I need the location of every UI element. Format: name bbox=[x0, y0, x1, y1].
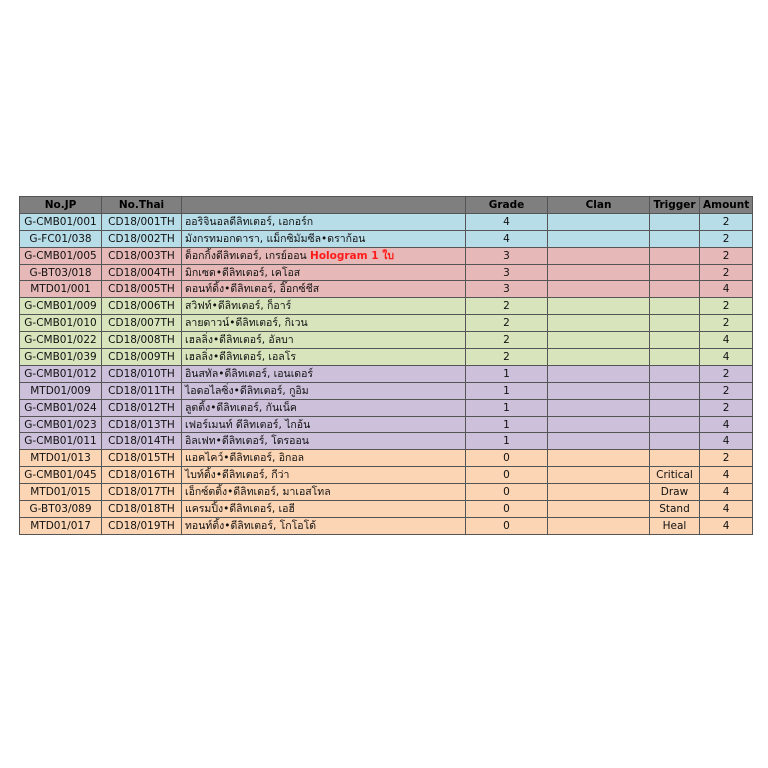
cell-trigger-text: Stand bbox=[659, 502, 690, 515]
cell-amount bbox=[700, 450, 753, 467]
cell-no-thai bbox=[102, 230, 182, 247]
cell-no-jp-text: MTD01/001 bbox=[30, 283, 91, 296]
cell-card-name bbox=[182, 517, 466, 534]
cell-no-jp-text: G-CMB01/010 bbox=[24, 317, 97, 330]
cell-grade bbox=[466, 247, 548, 264]
cell-card-name bbox=[182, 382, 466, 399]
cell-amount-text: 2 bbox=[722, 317, 730, 330]
cell-no-thai bbox=[102, 247, 182, 264]
table-row bbox=[20, 399, 753, 416]
cell-no-jp bbox=[20, 450, 102, 467]
cell-no-thai bbox=[102, 517, 182, 534]
cell-grade-text: 0 bbox=[503, 486, 510, 499]
cell-no-thai-text: CD18/014TH bbox=[108, 435, 175, 448]
cell-no-thai-text: CD18/013TH bbox=[108, 418, 175, 431]
cell-card-name bbox=[182, 264, 466, 281]
cell-clan bbox=[548, 349, 650, 366]
cell-amount-text: 4 bbox=[722, 469, 730, 482]
table-row bbox=[20, 467, 753, 484]
cell-no-thai bbox=[102, 298, 182, 315]
cell-no-jp bbox=[20, 501, 102, 518]
cell-amount bbox=[700, 281, 753, 298]
cell-no-jp bbox=[20, 349, 102, 366]
cell-no-thai-text: CD18/006TH bbox=[108, 300, 175, 313]
cell-card-name bbox=[182, 484, 466, 501]
cell-no-thai bbox=[102, 213, 182, 230]
cell-no-jp bbox=[20, 382, 102, 399]
cell-clan bbox=[548, 467, 650, 484]
cell-amount bbox=[700, 517, 753, 534]
cell-no-thai-text: CD18/010TH bbox=[108, 367, 175, 380]
cell-trigger bbox=[650, 365, 700, 382]
cell-amount bbox=[700, 349, 753, 366]
cell-trigger bbox=[650, 247, 700, 264]
cell-clan bbox=[548, 298, 650, 315]
cell-card-name-text: เฮลลิ่ง•ดีลิทเตอร์, อัลบา bbox=[185, 334, 294, 347]
cell-grade bbox=[466, 332, 548, 349]
cell-no-thai bbox=[102, 349, 182, 366]
cell-no-thai bbox=[102, 399, 182, 416]
cell-trigger-text: Critical bbox=[656, 469, 693, 482]
cell-no-jp bbox=[20, 281, 102, 298]
cell-clan bbox=[548, 501, 650, 518]
cell-amount-text: 4 bbox=[722, 502, 730, 515]
table-row bbox=[20, 315, 753, 332]
cell-card-name bbox=[182, 365, 466, 382]
cell-trigger bbox=[650, 264, 700, 281]
cell-no-jp bbox=[20, 213, 102, 230]
cell-amount bbox=[700, 365, 753, 382]
cell-no-jp bbox=[20, 230, 102, 247]
cell-amount-text: 4 bbox=[722, 283, 730, 296]
cell-no-jp bbox=[20, 298, 102, 315]
cell-grade bbox=[466, 213, 548, 230]
cell-grade-text: 1 bbox=[503, 435, 510, 448]
header-clan: Clan bbox=[548, 197, 650, 214]
cell-clan bbox=[548, 247, 650, 264]
cell-clan bbox=[548, 382, 650, 399]
cell-no-thai-text: CD18/008TH bbox=[108, 334, 175, 347]
cell-card-name bbox=[182, 230, 466, 247]
cell-amount-text: 2 bbox=[722, 300, 730, 313]
cell-clan bbox=[548, 517, 650, 534]
cell-no-jp-text: G-CMB01/001 bbox=[24, 215, 97, 228]
cell-trigger bbox=[650, 399, 700, 416]
card-list-table bbox=[19, 196, 753, 535]
cell-grade bbox=[466, 467, 548, 484]
cell-amount-text: 4 bbox=[722, 350, 730, 363]
cell-trigger bbox=[650, 484, 700, 501]
cell-no-thai bbox=[102, 332, 182, 349]
cell-no-jp-text: MTD01/009 bbox=[30, 384, 91, 397]
cell-amount-text: 2 bbox=[722, 215, 730, 228]
cell-card-name-text: ออริจินอลดีลิทเตอร์, เอกอร์ก bbox=[185, 215, 314, 228]
cell-grade bbox=[466, 399, 548, 416]
cell-grade bbox=[466, 433, 548, 450]
cell-trigger bbox=[650, 349, 700, 366]
cell-no-thai bbox=[102, 264, 182, 281]
cell-card-name-text: เฮลลิ่ง•ดีลิทเตอร์, เอลโร bbox=[185, 350, 296, 363]
cell-card-name-text: แอคไคว์•ดีลิทเตอร์, อิกอล bbox=[185, 452, 305, 465]
cell-no-jp-text: G-CMB01/012 bbox=[24, 367, 97, 380]
cell-grade-text: 2 bbox=[503, 334, 510, 347]
cell-no-jp bbox=[20, 247, 102, 264]
cell-clan bbox=[548, 433, 650, 450]
cell-no-jp-text: G-CMB01/022 bbox=[24, 334, 97, 347]
table-row bbox=[20, 433, 753, 450]
cell-trigger bbox=[650, 382, 700, 399]
cell-clan bbox=[548, 416, 650, 433]
cell-clan bbox=[548, 230, 650, 247]
cell-trigger-text: Draw bbox=[660, 486, 689, 499]
cell-card-name bbox=[182, 247, 466, 264]
table-row bbox=[20, 281, 753, 298]
cell-card-name-text: ไบท์ติ้ง•ดีลิทเตอร์, กีว่า bbox=[185, 469, 290, 482]
cell-no-thai bbox=[102, 281, 182, 298]
cell-card-name bbox=[182, 416, 466, 433]
cell-no-jp-text: MTD01/013 bbox=[30, 452, 91, 465]
cell-no-jp bbox=[20, 399, 102, 416]
cell-no-thai-text: CD18/009TH bbox=[108, 350, 175, 363]
cell-no-thai bbox=[102, 484, 182, 501]
table-row bbox=[20, 484, 753, 501]
table-row bbox=[20, 230, 753, 247]
header-grade: Grade bbox=[466, 197, 548, 214]
header-amount: Amount bbox=[700, 197, 753, 214]
cell-clan bbox=[548, 484, 650, 501]
cell-trigger-text: Heal bbox=[662, 519, 687, 532]
cell-grade bbox=[466, 484, 548, 501]
cell-card-name-text: อินสทัล•ดีลิทเตอร์, เอนเดอร์ bbox=[185, 367, 314, 380]
cell-no-thai-text: CD18/011TH bbox=[108, 384, 175, 397]
cell-no-thai-text: CD18/017TH bbox=[108, 486, 175, 499]
table-row bbox=[20, 416, 753, 433]
cell-no-thai bbox=[102, 501, 182, 518]
cell-no-thai bbox=[102, 467, 182, 484]
cell-no-jp bbox=[20, 264, 102, 281]
cell-amount-text: 2 bbox=[722, 232, 730, 245]
cell-no-jp bbox=[20, 484, 102, 501]
cell-no-jp-text: G-CMB01/011 bbox=[24, 435, 97, 448]
cell-trigger bbox=[650, 298, 700, 315]
cell-amount bbox=[700, 213, 753, 230]
cell-amount bbox=[700, 501, 753, 518]
cell-no-jp bbox=[20, 433, 102, 450]
cell-trigger bbox=[650, 332, 700, 349]
cell-grade-text: 0 bbox=[503, 502, 510, 515]
cell-card-name-text: เฟอร์เมนท์ ดีลิทเตอร์, ไกอ้น bbox=[185, 418, 311, 431]
cell-grade-text: 2 bbox=[503, 317, 510, 330]
cell-no-thai-text: CD18/002TH bbox=[108, 232, 175, 245]
cell-amount-text: 2 bbox=[722, 452, 730, 465]
table-row bbox=[20, 349, 753, 366]
cell-amount-text: 4 bbox=[722, 435, 730, 448]
cell-no-thai-text: CD18/001TH bbox=[108, 215, 175, 228]
cell-no-thai-text: CD18/019TH bbox=[108, 519, 175, 532]
cell-no-thai bbox=[102, 433, 182, 450]
cell-card-name bbox=[182, 399, 466, 416]
cell-amount-text: 2 bbox=[722, 367, 730, 380]
cell-trigger bbox=[650, 315, 700, 332]
cell-card-name bbox=[182, 467, 466, 484]
cell-no-thai bbox=[102, 450, 182, 467]
cell-no-jp-text: G-BT03/089 bbox=[29, 502, 92, 515]
cell-no-jp bbox=[20, 365, 102, 382]
cell-trigger bbox=[650, 281, 700, 298]
cell-grade bbox=[466, 365, 548, 382]
hologram-note: Hologram 1 ใบ bbox=[310, 249, 394, 262]
cell-no-thai-text: CD18/007TH bbox=[108, 317, 175, 330]
cell-trigger bbox=[650, 517, 700, 534]
cell-clan bbox=[548, 399, 650, 416]
cell-grade-text: 0 bbox=[503, 452, 510, 465]
cell-no-jp-text: G-FC01/038 bbox=[29, 232, 92, 245]
cell-card-name-text: มังกรทมอกดารา, แม็กซิมัมซีล•ดราก้อน bbox=[185, 232, 366, 245]
header-no-jp: No.JP bbox=[20, 197, 102, 214]
cell-grade-text: 3 bbox=[503, 249, 510, 262]
card-rows bbox=[20, 213, 753, 534]
cell-grade-text: 4 bbox=[503, 215, 510, 228]
cell-card-name-text: ลูตติ้ง•ดีลิทเตอร์, กันเน็ค bbox=[185, 401, 297, 414]
cell-no-jp-text: G-CMB01/039 bbox=[24, 350, 97, 363]
cell-grade bbox=[466, 315, 548, 332]
cell-clan bbox=[548, 450, 650, 467]
cell-amount-text: 4 bbox=[722, 486, 730, 499]
cell-no-thai-text: CD18/018TH bbox=[108, 502, 175, 515]
table-row bbox=[20, 264, 753, 281]
cell-amount-text: 2 bbox=[722, 401, 730, 414]
cell-grade bbox=[466, 450, 548, 467]
cell-grade bbox=[466, 416, 548, 433]
table-row bbox=[20, 382, 753, 399]
cell-amount-text: 2 bbox=[722, 266, 730, 279]
cell-clan bbox=[548, 365, 650, 382]
cell-card-name-text: อิลเฟท•ดีลิทเตอร์, โดรออน bbox=[185, 435, 309, 448]
cell-trigger bbox=[650, 213, 700, 230]
cell-card-name bbox=[182, 213, 466, 230]
cell-card-name bbox=[182, 450, 466, 467]
cell-trigger bbox=[650, 450, 700, 467]
cell-no-thai-text: CD18/004TH bbox=[108, 266, 175, 279]
cell-grade-text: 3 bbox=[503, 266, 510, 279]
cell-card-name-text: ลายดาวน์•ดีลิทเตอร์, กิเวน bbox=[185, 317, 308, 330]
cell-card-name-text: แครมปิ้ง•ดีลิทเตอร์, เอฮี bbox=[185, 502, 295, 515]
cell-trigger bbox=[650, 416, 700, 433]
cell-card-name-text: ด็อกกิ้งดีลิทเตอร์, เกรย์ออน bbox=[185, 249, 307, 262]
cell-amount bbox=[700, 399, 753, 416]
cell-trigger bbox=[650, 230, 700, 247]
table-row bbox=[20, 298, 753, 315]
cell-no-jp bbox=[20, 315, 102, 332]
cell-grade bbox=[466, 382, 548, 399]
cell-grade-text: 1 bbox=[503, 401, 510, 414]
cell-amount bbox=[700, 484, 753, 501]
cell-no-jp-text: MTD01/015 bbox=[30, 486, 91, 499]
cell-no-jp-text: G-CMB01/009 bbox=[24, 300, 97, 313]
table-row bbox=[20, 501, 753, 518]
cell-card-name bbox=[182, 281, 466, 298]
cell-no-thai bbox=[102, 365, 182, 382]
cell-card-name bbox=[182, 298, 466, 315]
cell-amount-text: 2 bbox=[722, 249, 730, 262]
cell-no-jp-text: G-CMB01/005 bbox=[24, 249, 97, 262]
cell-amount bbox=[700, 315, 753, 332]
cell-card-name bbox=[182, 332, 466, 349]
cell-amount bbox=[700, 298, 753, 315]
cell-no-jp-text: G-CMB01/024 bbox=[24, 401, 97, 414]
cell-no-jp-text: G-BT03/018 bbox=[29, 266, 92, 279]
cell-trigger bbox=[650, 467, 700, 484]
cell-card-name-text: ไอดอไลซิ่ง•ดีลิทเตอร์, กูอิม bbox=[185, 384, 309, 397]
cell-trigger bbox=[650, 433, 700, 450]
cell-amount bbox=[700, 332, 753, 349]
cell-clan bbox=[548, 213, 650, 230]
header-no-thai: No.Thai bbox=[102, 197, 182, 214]
cell-card-name-text: ดอนท์ดิ้ง•ดีลิทเตอร์, อิ๊อกซ์ชีส bbox=[185, 283, 320, 296]
cell-card-name-text: เอ็กซ์ตติ้ง•ดีลิทเตอร์, มาเอสโทล bbox=[185, 486, 331, 499]
table-row bbox=[20, 213, 753, 230]
cell-grade-text: 1 bbox=[503, 367, 510, 380]
cell-clan bbox=[548, 315, 650, 332]
cell-grade bbox=[466, 298, 548, 315]
cell-grade-text: 0 bbox=[503, 519, 510, 532]
cell-no-thai-text: CD18/012TH bbox=[108, 401, 175, 414]
cell-grade bbox=[466, 230, 548, 247]
cell-grade bbox=[466, 349, 548, 366]
table-row bbox=[20, 332, 753, 349]
cell-no-thai-text: CD18/015TH bbox=[108, 452, 175, 465]
cell-card-name bbox=[182, 433, 466, 450]
cell-amount bbox=[700, 433, 753, 450]
cell-amount bbox=[700, 247, 753, 264]
cell-no-jp-text: G-CMB01/023 bbox=[24, 418, 97, 431]
cell-grade bbox=[466, 264, 548, 281]
cell-grade-text: 2 bbox=[503, 300, 510, 313]
cell-card-name-text: มิกเซด•ดีลิทเตอร์, เคโอส bbox=[185, 266, 301, 279]
table-row bbox=[20, 365, 753, 382]
cell-grade bbox=[466, 281, 548, 298]
cell-no-jp bbox=[20, 517, 102, 534]
cell-grade bbox=[466, 517, 548, 534]
cell-grade bbox=[466, 501, 548, 518]
cell-clan bbox=[548, 264, 650, 281]
cell-amount bbox=[700, 382, 753, 399]
cell-no-thai-text: CD18/016TH bbox=[108, 469, 175, 482]
cell-card-name-text: สวิฟท์•ดีลิทเตอร์, ก็อาร์ bbox=[185, 300, 292, 313]
cell-no-thai bbox=[102, 315, 182, 332]
cell-card-name bbox=[182, 315, 466, 332]
cell-no-jp-text: MTD01/017 bbox=[30, 519, 91, 532]
table-row bbox=[20, 247, 753, 264]
header-name bbox=[182, 197, 466, 214]
table-row bbox=[20, 450, 753, 467]
header-row bbox=[20, 197, 753, 214]
cell-amount bbox=[700, 416, 753, 433]
cell-grade-text: 3 bbox=[503, 283, 510, 296]
cell-no-jp bbox=[20, 416, 102, 433]
cell-no-thai-text: CD18/005TH bbox=[108, 283, 175, 296]
cell-amount bbox=[700, 467, 753, 484]
cell-grade-text: 4 bbox=[503, 232, 510, 245]
cell-trigger bbox=[650, 501, 700, 518]
cell-card-name bbox=[182, 349, 466, 366]
cell-amount-text: 2 bbox=[722, 384, 730, 397]
cell-no-thai-text: CD18/003TH bbox=[108, 249, 175, 262]
cell-clan bbox=[548, 332, 650, 349]
cell-grade-text: 1 bbox=[503, 418, 510, 431]
cell-amount-text: 4 bbox=[722, 334, 730, 347]
cell-grade-text: 1 bbox=[503, 384, 510, 397]
cell-amount bbox=[700, 230, 753, 247]
cell-no-thai bbox=[102, 416, 182, 433]
table-row bbox=[20, 517, 753, 534]
cell-no-thai bbox=[102, 382, 182, 399]
cell-grade-text: 0 bbox=[503, 469, 510, 482]
cell-no-jp bbox=[20, 332, 102, 349]
cell-card-name-text: ทอนท์ติ้ง•ดีลิทเตอร์, โกโอโด้ bbox=[185, 519, 317, 532]
cell-grade-text: 2 bbox=[503, 350, 510, 363]
cell-clan bbox=[548, 281, 650, 298]
cell-no-jp-text: G-CMB01/045 bbox=[24, 469, 97, 482]
cell-card-name bbox=[182, 501, 466, 518]
cell-amount-text: 4 bbox=[722, 519, 730, 532]
cell-amount-text: 4 bbox=[722, 418, 730, 431]
header-trigger: Trigger bbox=[650, 197, 700, 214]
cell-no-jp bbox=[20, 467, 102, 484]
cell-amount bbox=[700, 264, 753, 281]
